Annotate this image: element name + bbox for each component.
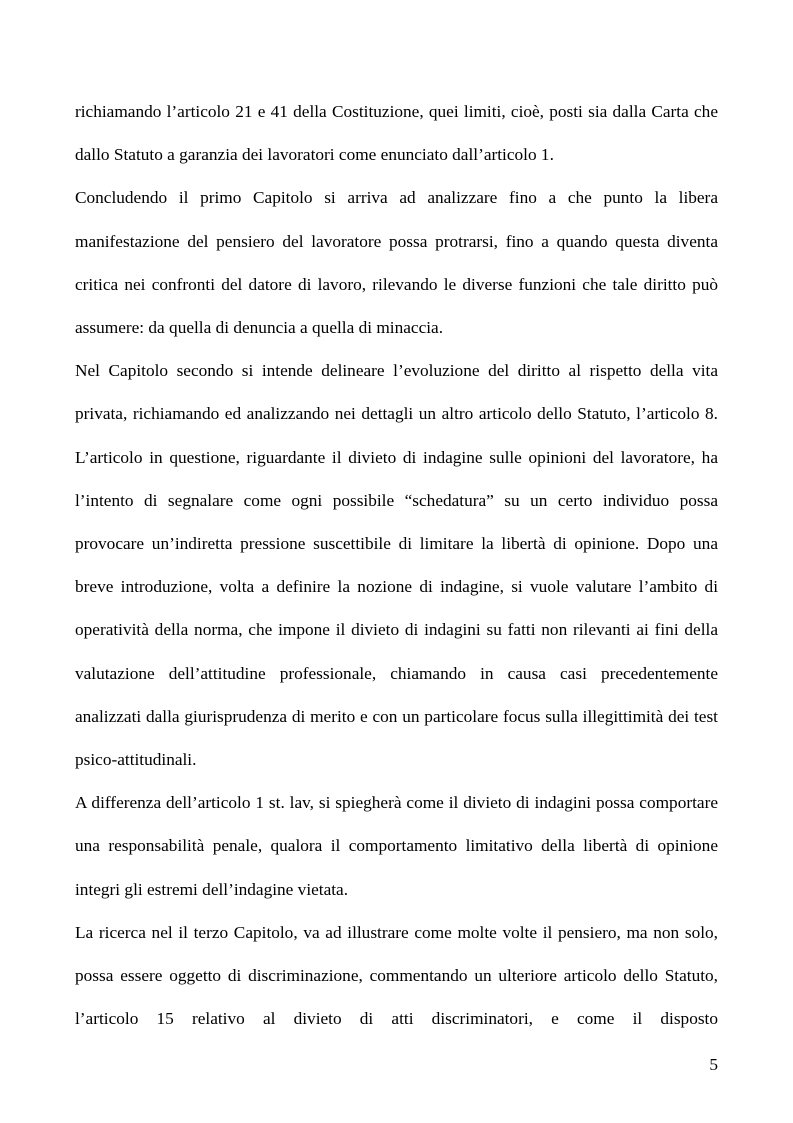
- paragraph-1: richiamando l’articolo 21 e 41 della Costituzione, quei limiti, cioè, posti sia dalla Carta che dallo Statuto a garanzia dei lavoratori come enunciato dall’articolo 1.: [75, 102, 718, 165]
- document-body: [75, 90, 718, 1040]
- paragraph-5: La ricerca nel il terzo Capitolo, va ad illustrare come molte volte il pensiero, ma non solo, possa essere oggetto di discriminazione, commentando un ulteriore articolo dello Statuto, l’articolo 15 relativo al divieto di atti discriminatori, e come il disposto: [75, 922, 718, 1029]
- page-number: 5: [709, 1055, 718, 1074]
- paragraph-4: A differenza dell’articolo 1 st. lav, si spiegherà come il divieto di indagini possa comportare una responsabilità penale, qualora il comportamento limitativo della libertà di opinione integri gli estremi dell’indagine vietata.: [75, 793, 718, 899]
- paragraph-3: Nel Capitolo secondo si intende delineare l’evoluzione del diritto al rispetto della vita privata, richiamando ed analizzando nei dettagli un altro articolo dello Statuto, l’articolo 8. L’articolo in questione, riguardante il divieto di indagine sulle opinioni del lavoratore, ha l’intento di segnalare come ogni possibile “schedatura” su un certo individuo possa provocare un’indiretta pressione suscettibile di limitare la libertà di opinione. Dopo una breve introduzione, volta a definire la nozione di indagine, si vuole valutare l’ambito di operatività della norma, che impone il divieto di indagini su fatti non rilevanti ai fini della valutazione dell’attitudine professionale, chiamando in causa casi precedentemente analizzati dalla giurisprudenza di merito e con un particolare focus sulla illegittimità dei test psico-attitudinali.: [75, 361, 718, 770]
- paragraph-2: Concludendo il primo Capitolo si arriva ad analizzare fino a che punto la libera manifestazione del pensiero del lavoratore possa protrarsi, fino a quando questa diventa critica nei confronti del datore di lavoro, rilevando le diverse funzioni che tale diritto può assumere: da quella di denuncia a quella di minaccia.: [75, 188, 718, 338]
